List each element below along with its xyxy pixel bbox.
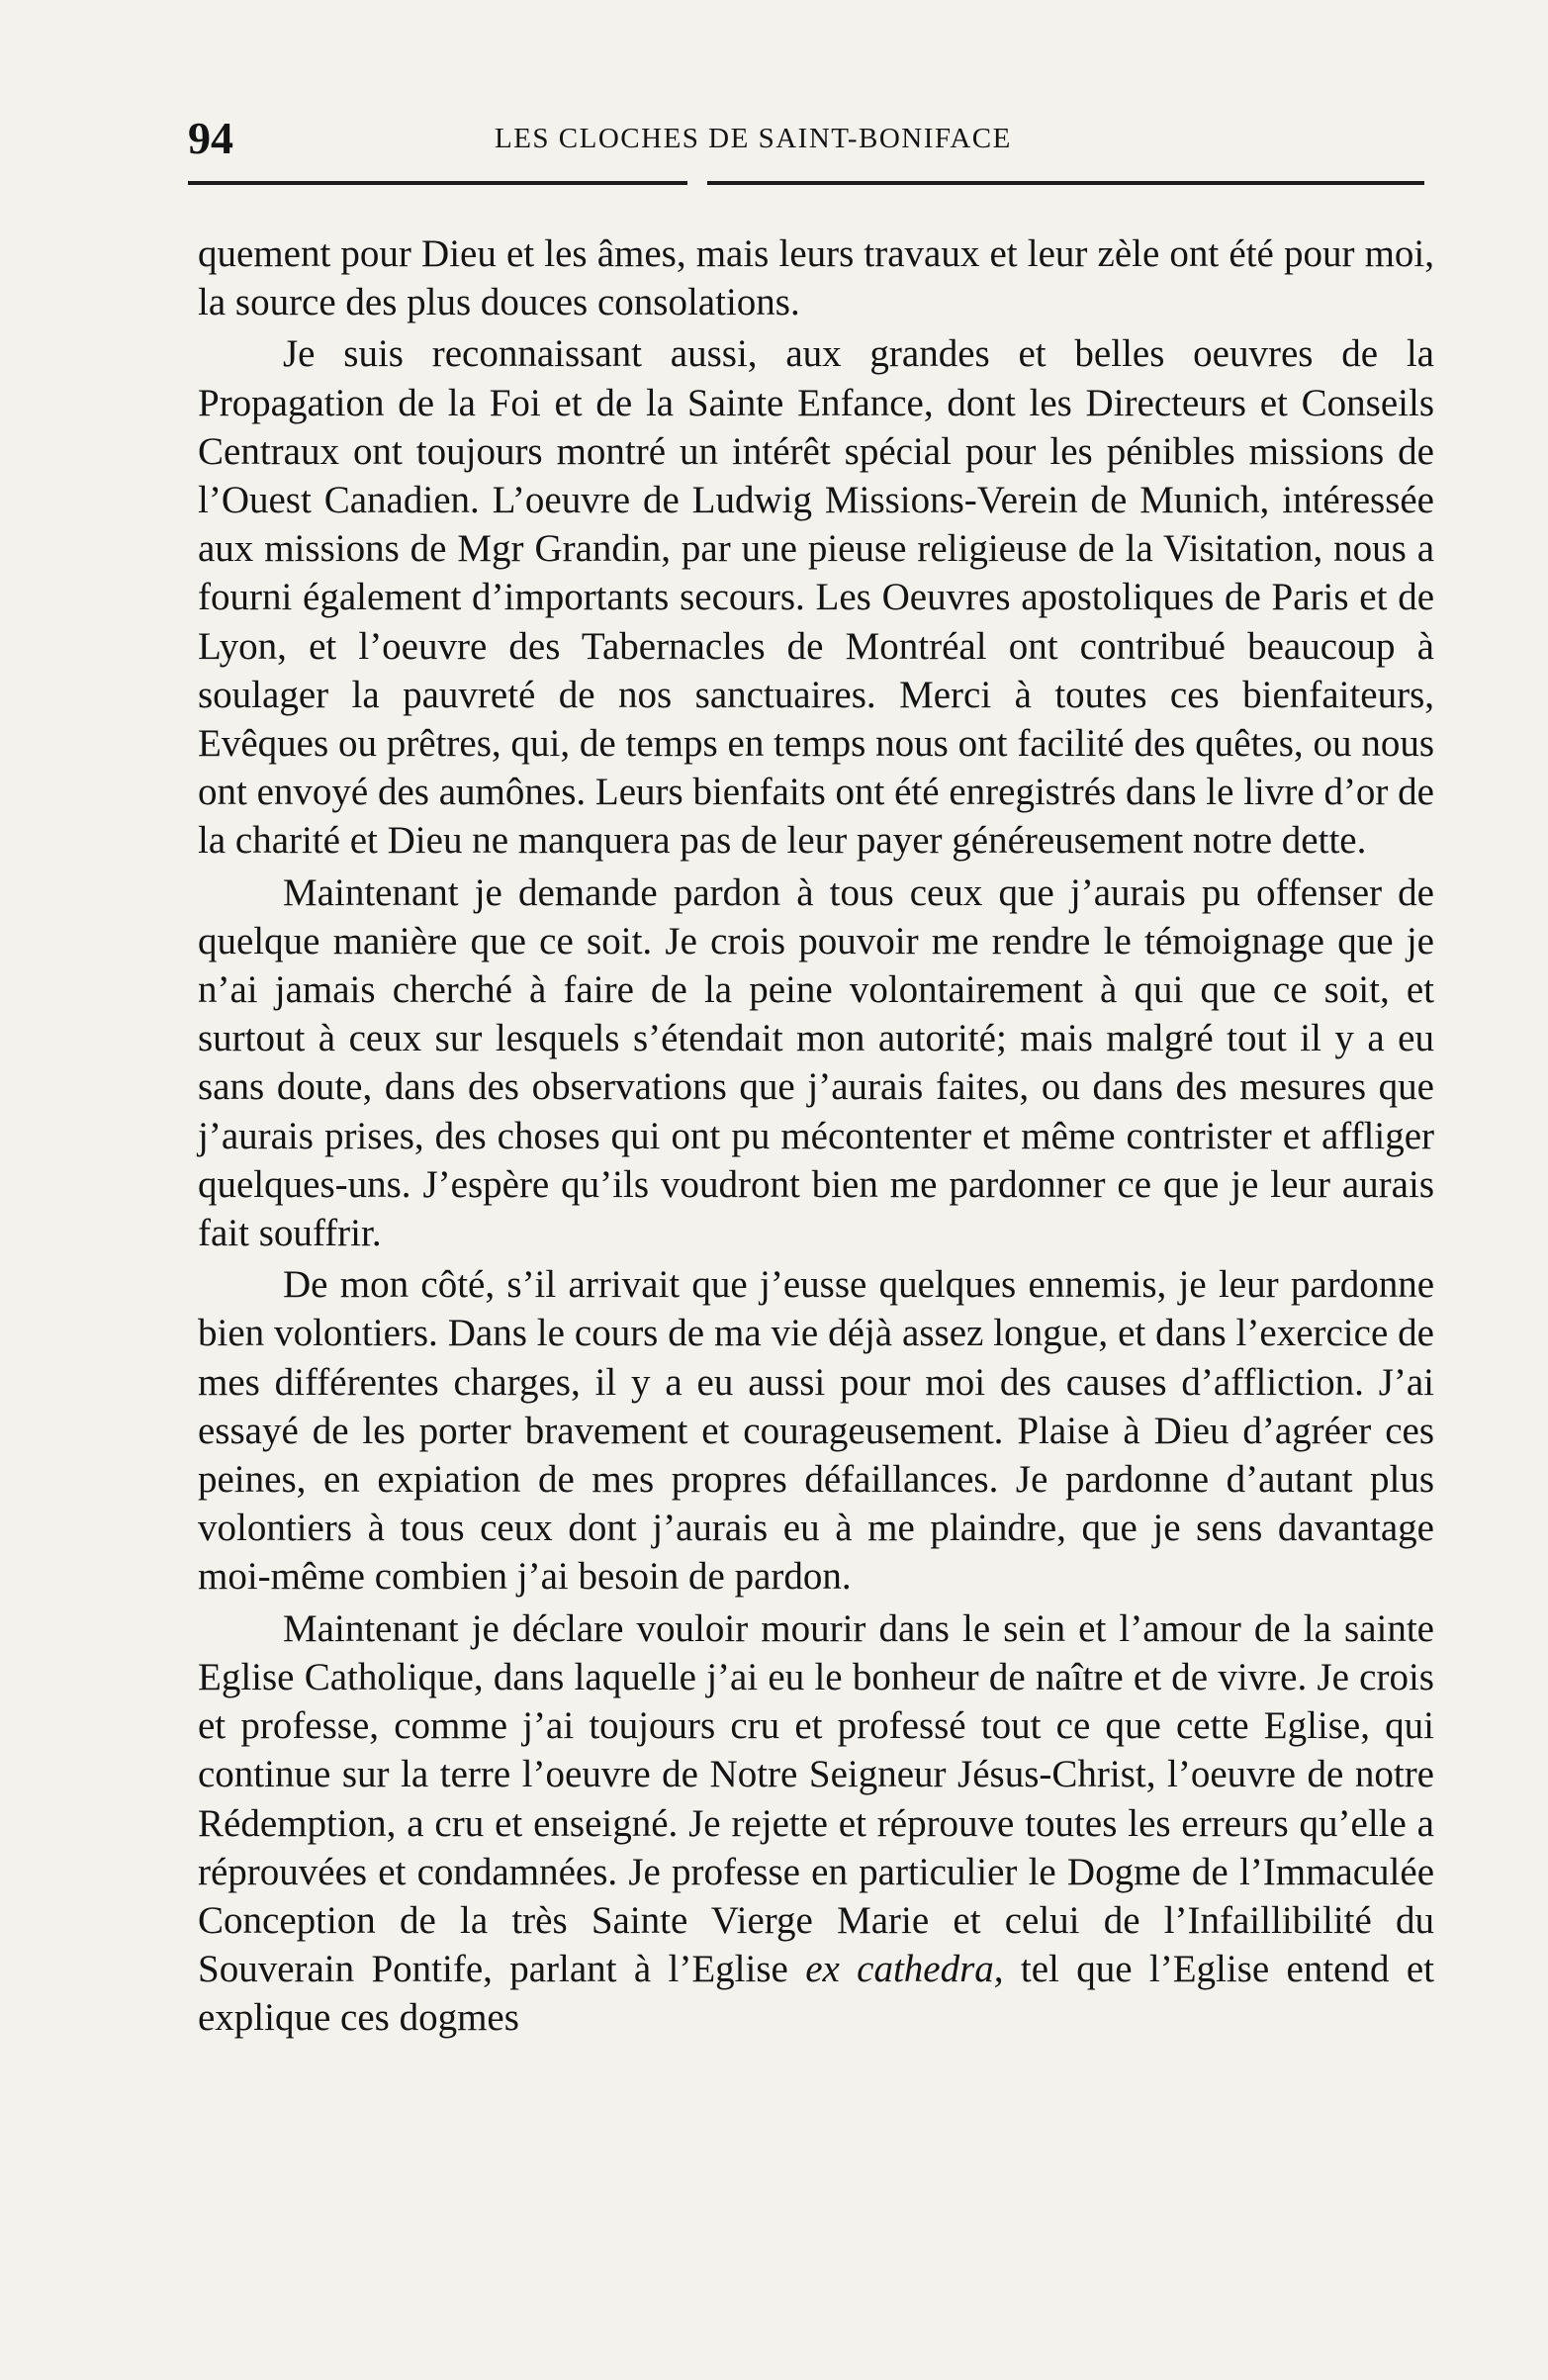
- header-rule-right: [707, 181, 1424, 185]
- page-header: [188, 109, 1424, 168]
- profession-text-before: Maintenant je déclare vouloir mourir dans le sein et l’amour de la sainte Eglise Catholique, dans laquelle j’ai eu le bonheur de naître et de vivre. Je crois et professe, comme j’ai toujours cru et professé tout ce que cette Eglise, qui continue sur la terre l’oeuvre de Notre Seigneur Jésus-Christ, l’oeuvre de notre Rédemption, a cru et enseigné. Je rejette et réprouve toutes les erreurs qu’elle a réprouvées et condamnées. Je professe en particulier le Dogme de l’Immaculée Conception de la très Sainte Vierge Marie et celui de l’Infaillibilité du Souverain Pontife, parlant à l’Eglise: [198, 1606, 1434, 1991]
- profession-text-after: tel que l’Eglise entend et explique ces dogmes: [198, 1948, 1434, 2040]
- paragraph-continuation: quement pour Dieu et les âmes, mais leurs travaux et leur zèle ont été pour moi, la source des plus douces consolations.: [198, 232, 1434, 324]
- running-title: LES CLOCHES DE SAINT-BONIFACE: [495, 123, 1012, 154]
- body-text: [198, 229, 1434, 2043]
- page-number: 94: [188, 113, 233, 163]
- paragraph-forgiveness: De mon côté, s’il arrivait que j’eusse quelques ennemis, je leur pardonne bien volontiers. Dans le cours de ma vie déjà assez longue, et dans l’exercice de mes différentes charges, il y a eu aussi pour moi des causes d’affliction. J’ai essayé de les porter bravement et courageusement. Plaise à Dieu d’agréer ces peines, en expiation de mes propres défaillances. Je pardonne d’autant plus volontiers à tous ceux dont j’aurais eu à me plaindre, que je sens davantage moi-même combien j’ai besoin de pardon.: [198, 1263, 1434, 1599]
- paragraph-profession-of-faith: [198, 1604, 1434, 2043]
- header-rule-left: [188, 181, 687, 185]
- paragraph-acknowledgements: Je suis reconnaissant aussi, aux grandes et belles oeuvres de la Propagation de la Foi et de la Sainte Enfance, dont les Directeurs et Conseils Centraux ont toujours montré un intérêt spécial pour les pénibles missions de l’Ouest Canadien. L’oeuvre de Ludwig Missions-Verein de Munich, intéressée aux missions de Mgr Grandin, par une pieuse religieuse de la Visitation, nous a fourni également d’importants secours. Les Oeuvres apostoliques de Paris et de Lyon, et l’oeuvre des Tabernacles de Montréal ont contribué beaucoup à soulager la pauvreté de nos sanctuaires. Merci à toutes ces bienfaiteurs, Evêques ou prêtres, qui, de temps en temps nous ont facilité des quêtes, ou nous ont envoyé des aumônes. Leurs bienfaits ont été enregistrés dans le livre d’or de la charité et Dieu ne manquera pas de leur payer généreusement notre dette.: [198, 332, 1434, 863]
- paragraph-pardon-request: Maintenant je demande pardon à tous ceux que j’aurais pu offenser de quelque manière que ce soit. Je crois pouvoir me rendre le témoignage que je n’ai jamais cherché à faire de la peine volontairement à qui que ce soit, et surtout à ceux sur lesquels s’étendait mon autorité; mais malgré tout il y a eu sans doute, dans des observations que j’aurais faites, ou dans des mesures que j’aurais prises, des choses qui ont pu mécontenter et même contrister et affliger quelques-uns. J’espère qu’ils voudront bien me pardonner ce que je leur aurais fait souffrir.: [198, 870, 1434, 1255]
- profession-italic-phrase: ex cathedra,: [805, 1948, 1004, 1991]
